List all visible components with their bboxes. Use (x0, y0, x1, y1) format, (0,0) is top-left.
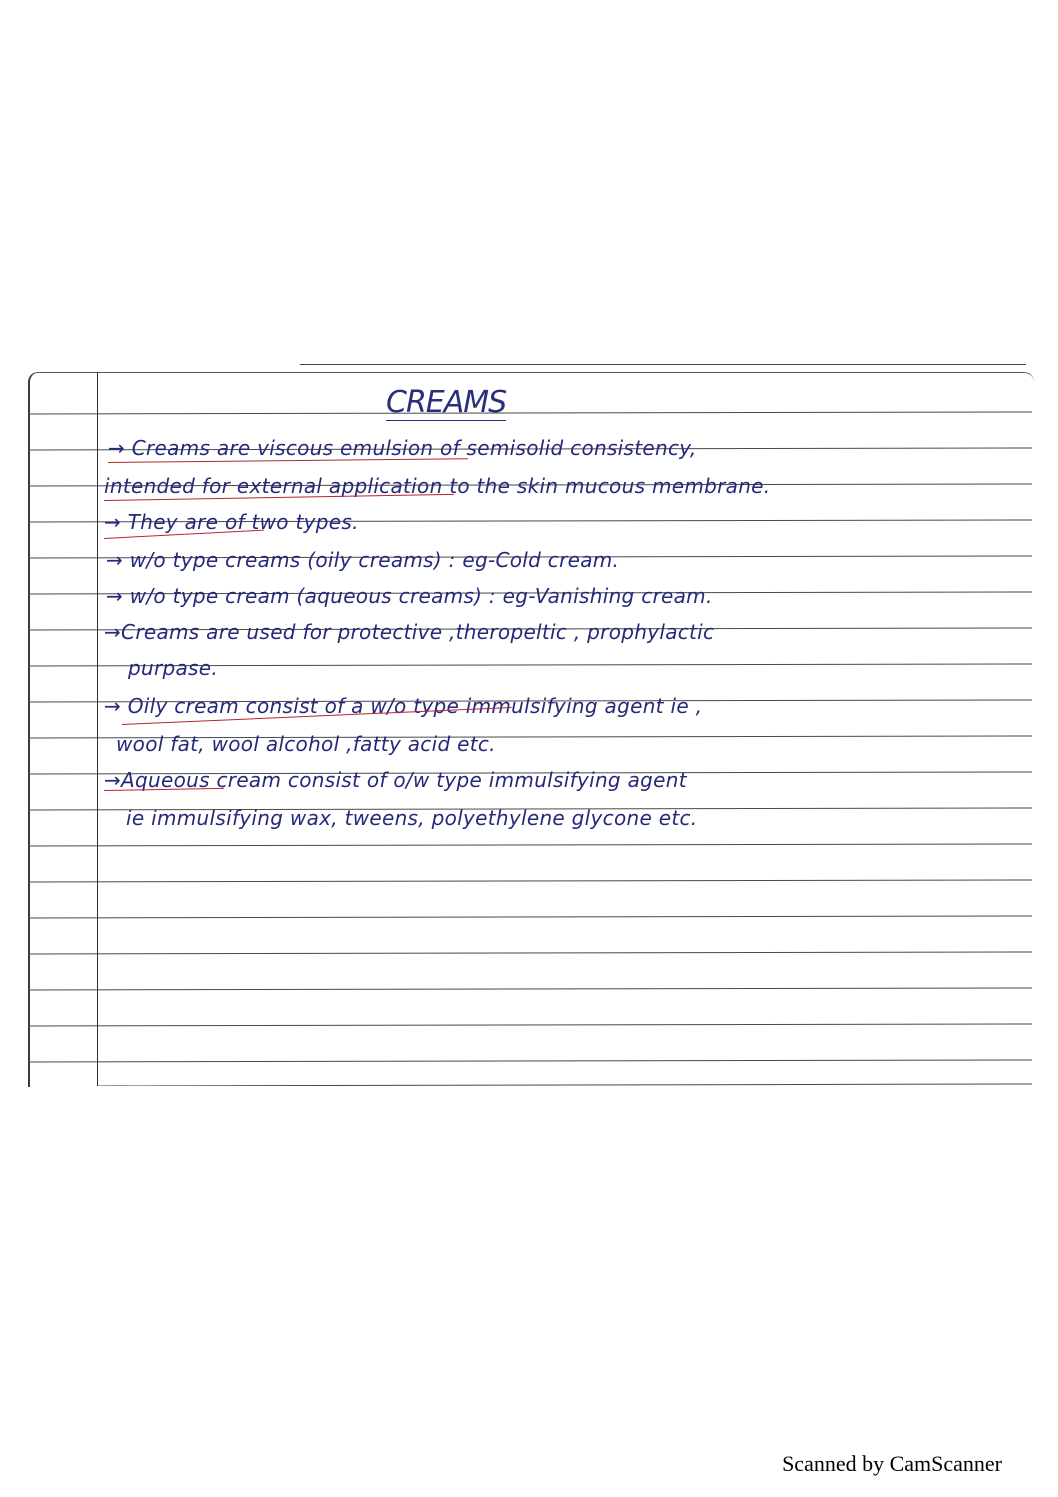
rule-line (28, 880, 1032, 882)
rule-line (28, 916, 1032, 918)
note-line: →Creams are used for protective ,theropeltic , prophylactic (104, 620, 715, 644)
scanner-watermark: Scanned by CamScanner (782, 1451, 1002, 1476)
note-line: ie immulsifying wax, tweens, polyethylene glycone etc. (126, 806, 698, 830)
note-line: → Oily cream consist of a w/o type immulsifying agent ie , (104, 694, 703, 718)
note-line: → w/o type creams (oily creams) : eg-Cold cream. (106, 548, 620, 572)
note-line: → They are of two types. (104, 510, 359, 534)
page-title: CREAMS (386, 385, 507, 420)
note-line: wool fat, wool alcohol ,fatty acid etc. (116, 732, 496, 756)
rule-line (28, 1060, 1032, 1062)
note-line: purpase. (128, 656, 219, 680)
rule-line (28, 952, 1032, 954)
paper-top-edge (300, 364, 1026, 365)
note-line: →Aqueous cream consist of o/w type immulsifying agent (104, 768, 687, 792)
note-line: → w/o type cream (aqueous creams) : eg-Vanishing cream. (106, 584, 713, 608)
rule-line (28, 1024, 1032, 1026)
rule-line (98, 1084, 1032, 1086)
rule-line (28, 412, 1032, 414)
rule-line (28, 988, 1032, 990)
rule-line (28, 844, 1032, 846)
margin-line (97, 372, 98, 1086)
note-line: intended for external application to the skin mucous membrane. (104, 474, 771, 498)
note-line: → Creams are viscous emulsion of semisolid consistency, (108, 436, 697, 460)
